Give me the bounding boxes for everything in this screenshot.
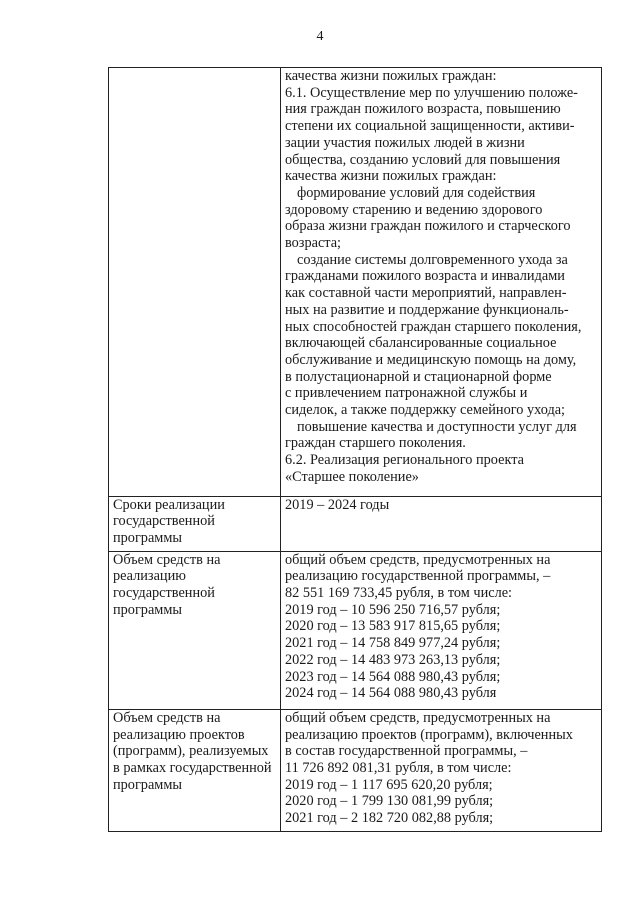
row-label-line: (программ), реализуемых [113,743,269,760]
row-content-line: 2021 год – 14 758 849 977,24 рубля; [285,635,501,652]
row-content-line: качества жизни пожилых граждан: [285,68,497,84]
row-content-line: 6.2. Реализация регионального проекта [285,452,524,469]
row-label-cell [109,68,281,497]
row-content-line: ных способностей граждан старшего поколения, [285,318,582,335]
row-content-line: сиделок, а также поддержку семейного ухода; [285,402,566,419]
row-content-line: граждан старшего поколения. [285,435,466,452]
row-content-line: степени их социальной защищенности, активи- [285,118,575,135]
row-label-cell [109,709,281,831]
page-number: 4 [316,29,324,44]
row-label-cell [109,551,281,709]
row-content-line: образа жизни граждан пожилого и старческого [285,218,571,235]
row-content-cell [281,709,602,831]
row-content-line: 2019 год – 10 596 250 716,57 рубля; [285,601,501,618]
row-content-cell [281,551,602,709]
table-row [109,496,602,551]
row-content-cell [281,496,602,551]
row-content-line: 2019 – 2024 годы [285,496,390,513]
row-label-line: программы [113,601,183,618]
row-content-line: повышение качества и доступности услуг для [297,418,577,435]
table-row [109,68,602,497]
row-content-line: 2024 год – 14 564 088 980,43 рубля [285,685,497,702]
row-content-line: 2020 год – 1 799 130 081,99 рубля; [285,793,494,810]
row-content-line: зации участия пожилых людей в жизни [285,134,525,151]
row-content-line: качества жизни пожилых граждан: [285,168,497,185]
row-content-line: реализацию государственной программы, – [285,568,551,585]
row-content-line: как составной части мероприятий, направлен- [285,285,567,302]
row-label-line: государственной [113,513,215,530]
row-content-line: гражданами пожилого возраста и инвалидами [285,268,565,285]
row-content-line: возраста; [285,235,342,252]
row-content-line: общества, созданию условий для повышения [285,151,561,168]
row-label-line: Сроки реализации [113,496,225,513]
table-row [109,551,602,709]
row-content-line: обслуживание и медицинскую помощь на дому, [285,351,577,368]
row-content-line: 82 551 169 733,45 рубля, в том числе: [285,585,513,602]
row-content-line: в состав государственной программы, – [285,743,528,760]
row-content-line: ния граждан пожилого возраста, повышению [285,101,561,118]
row-label-line: Объем средств на [113,709,221,726]
row-content-line: создание системы долговременного ухода за [297,251,568,268]
row-label-cell [109,496,281,551]
row-content-line: «Старшее поколение» [285,468,419,485]
row-content-line: 2023 год – 14 564 088 980,43 рубля; [285,668,501,685]
row-content-line: 2022 год – 14 483 973 263,13 рубля; [285,651,501,668]
row-content-line: в полустационарной и стационарной форме [285,368,552,385]
row-content-line: 2021 год – 2 182 720 082,88 рубля; [285,810,494,827]
table-body [109,68,602,832]
row-content-line: 2019 год – 1 117 695 620,20 рубля; [285,776,493,793]
row-content-line: 6.1. Осуществление мер по улучшению положе- [285,84,578,101]
row-content-cell [281,68,602,497]
row-content-line: ных на развитие и поддержание функциональ- [285,301,569,318]
row-label-line: программы [113,776,183,793]
row-content-line: включающей сбалансированные социальное [285,335,557,352]
table-row [109,709,602,831]
passport-table [108,67,602,832]
row-label-line: в рамках государственной [113,759,272,776]
row-content-line: 2020 год – 13 583 917 815,65 рубля; [285,618,501,635]
row-content-line: 11 726 892 081,31 рубля, в том числе: [285,759,512,776]
row-content-line: здоровому старению и ведению здорового [285,201,543,218]
row-label-line: реализацию [113,568,186,585]
row-content-line: формирование условий для содействия [297,184,536,201]
row-content-line: с привлечением патронажной службы и [285,385,528,402]
row-label-line: государственной [113,585,215,602]
row-content-line: общий объем средств, предусмотренных на [285,709,551,726]
row-label-line: программы [113,529,183,546]
row-label-line: реализацию проектов [113,726,245,743]
row-content-line: реализацию проектов (программ), включенных [285,726,573,743]
row-content-line: общий объем средств, предусмотренных на [285,551,551,568]
row-label-line: Объем средств на [113,551,221,568]
